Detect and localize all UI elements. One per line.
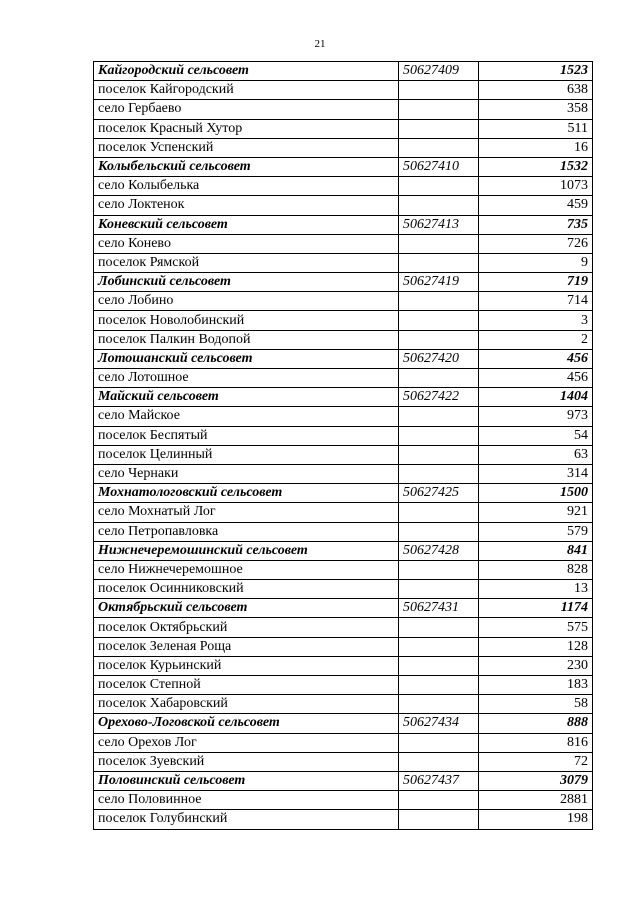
settlement-name-cell: село Нижнечеремошное (94, 560, 399, 579)
population-cell: 575 (479, 618, 593, 637)
table-body (94, 62, 593, 830)
oktmo-code-cell (399, 81, 479, 100)
oktmo-code-cell (399, 311, 479, 330)
settlement-row (94, 330, 593, 349)
council-name-cell: Колыбельский сельсовет (94, 157, 399, 176)
settlement-name-cell: поселок Рямской (94, 253, 399, 272)
population-cell: 54 (479, 426, 593, 445)
oktmo-code-cell: 50627422 (399, 388, 479, 407)
oktmo-code-cell (399, 177, 479, 196)
council-name-cell: Половинский сельсовет (94, 771, 399, 790)
council-row (94, 62, 593, 81)
oktmo-code-cell (399, 330, 479, 349)
settlement-name-cell: поселок Палкин Водопой (94, 330, 399, 349)
oktmo-code-cell (399, 618, 479, 637)
settlement-row (94, 369, 593, 388)
settlement-name-cell: село Чернаки (94, 464, 399, 483)
population-cell: 726 (479, 234, 593, 253)
council-row (94, 541, 593, 560)
oktmo-code-cell (399, 464, 479, 483)
oktmo-code-cell: 50627413 (399, 215, 479, 234)
oktmo-code-cell (399, 522, 479, 541)
oktmo-code-cell (399, 676, 479, 695)
settlement-name-cell: поселок Новолобинский (94, 311, 399, 330)
population-cell: 638 (479, 81, 593, 100)
oktmo-code-cell (399, 637, 479, 656)
council-name-cell: Нижнечеремошинский сельсовет (94, 541, 399, 560)
settlement-name-cell: поселок Целинный (94, 445, 399, 464)
settlement-name-cell: поселок Хабаровский (94, 695, 399, 714)
council-row (94, 349, 593, 368)
council-row (94, 157, 593, 176)
population-cell: 1532 (479, 157, 593, 176)
population-cell: 719 (479, 273, 593, 292)
population-cell: 841 (479, 541, 593, 560)
council-row (94, 771, 593, 790)
oktmo-code-cell (399, 426, 479, 445)
settlement-name-cell: поселок Голубинский (94, 810, 399, 829)
oktmo-code-cell: 50627409 (399, 62, 479, 81)
settlement-name-cell: поселок Красный Хутор (94, 119, 399, 138)
population-cell: 358 (479, 100, 593, 119)
population-cell: 13 (479, 580, 593, 599)
settlement-row (94, 119, 593, 138)
population-cell: 1404 (479, 388, 593, 407)
settlement-row (94, 618, 593, 637)
population-cell: 1500 (479, 484, 593, 503)
population-cell: 128 (479, 637, 593, 656)
oktmo-code-cell (399, 810, 479, 829)
population-cell: 3079 (479, 771, 593, 790)
oktmo-code-cell (399, 138, 479, 157)
council-name-cell: Лотошанский сельсовет (94, 349, 399, 368)
council-name-cell: Октябрьский сельсовет (94, 599, 399, 618)
population-cell: 456 (479, 369, 593, 388)
settlement-name-cell: поселок Степной (94, 676, 399, 695)
settlement-row (94, 733, 593, 752)
oktmo-code-cell: 50627410 (399, 157, 479, 176)
population-cell: 72 (479, 752, 593, 771)
council-name-cell: Орехово-Логовской сельсовет (94, 714, 399, 733)
oktmo-code-cell (399, 196, 479, 215)
settlement-row (94, 676, 593, 695)
settlement-row (94, 503, 593, 522)
population-cell: 816 (479, 733, 593, 752)
settlement-row (94, 695, 593, 714)
settlement-row (94, 791, 593, 810)
oktmo-code-cell: 50627425 (399, 484, 479, 503)
council-name-cell: Майский сельсовет (94, 388, 399, 407)
oktmo-code-cell (399, 234, 479, 253)
population-cell: 16 (479, 138, 593, 157)
settlement-row (94, 560, 593, 579)
settlement-name-cell: поселок Курьинский (94, 656, 399, 675)
settlement-name-cell: село Локтенок (94, 196, 399, 215)
settlement-name-cell: село Колыбелька (94, 177, 399, 196)
population-cell: 921 (479, 503, 593, 522)
council-row (94, 273, 593, 292)
population-cell: 714 (479, 292, 593, 311)
population-cell: 828 (479, 560, 593, 579)
oktmo-code-cell (399, 369, 479, 388)
oktmo-code-cell (399, 253, 479, 272)
settlement-name-cell: поселок Кайгородский (94, 81, 399, 100)
settlement-row (94, 177, 593, 196)
settlement-row (94, 196, 593, 215)
settlement-name-cell: поселок Октябрьский (94, 618, 399, 637)
population-cell: 63 (479, 445, 593, 464)
settlement-row (94, 292, 593, 311)
oktmo-code-cell: 50627419 (399, 273, 479, 292)
council-name-cell: Мохнатологовский сельсовет (94, 484, 399, 503)
settlement-row (94, 656, 593, 675)
settlements-table (93, 61, 593, 830)
page-number: 21 (314, 38, 326, 50)
council-row (94, 599, 593, 618)
oktmo-code-cell: 50627431 (399, 599, 479, 618)
settlement-name-cell: село Майское (94, 407, 399, 426)
settlement-row (94, 81, 593, 100)
oktmo-code-cell: 50627434 (399, 714, 479, 733)
population-cell: 459 (479, 196, 593, 215)
population-cell: 198 (479, 810, 593, 829)
settlement-name-cell: поселок Беспятый (94, 426, 399, 445)
population-cell: 230 (479, 656, 593, 675)
population-cell: 183 (479, 676, 593, 695)
population-cell: 888 (479, 714, 593, 733)
population-cell: 9 (479, 253, 593, 272)
population-cell: 58 (479, 695, 593, 714)
council-row (94, 714, 593, 733)
council-name-cell: Кайгородский сельсовет (94, 62, 399, 81)
council-row (94, 215, 593, 234)
oktmo-code-cell: 50627437 (399, 771, 479, 790)
oktmo-code-cell (399, 445, 479, 464)
settlement-row (94, 464, 593, 483)
settlement-row (94, 445, 593, 464)
council-name-cell: Лобинский сельсовет (94, 273, 399, 292)
settlement-name-cell: село Гербаево (94, 100, 399, 119)
population-cell: 1523 (479, 62, 593, 81)
council-row (94, 388, 593, 407)
settlement-name-cell: село Петропавловка (94, 522, 399, 541)
settlement-row (94, 810, 593, 829)
settlement-row (94, 234, 593, 253)
settlement-row (94, 522, 593, 541)
settlement-row (94, 311, 593, 330)
settlement-name-cell: село Лотошное (94, 369, 399, 388)
settlement-name-cell: село Половинное (94, 791, 399, 810)
population-cell: 735 (479, 215, 593, 234)
council-row (94, 484, 593, 503)
oktmo-code-cell: 50627428 (399, 541, 479, 560)
oktmo-code-cell (399, 407, 479, 426)
settlement-row (94, 637, 593, 656)
oktmo-code-cell (399, 560, 479, 579)
settlement-name-cell: село Конево (94, 234, 399, 253)
settlement-name-cell: село Мохнатый Лог (94, 503, 399, 522)
oktmo-code-cell (399, 752, 479, 771)
oktmo-code-cell (399, 656, 479, 675)
settlement-name-cell: село Лобино (94, 292, 399, 311)
settlement-name-cell: поселок Зуевский (94, 752, 399, 771)
settlement-name-cell: село Орехов Лог (94, 733, 399, 752)
settlement-row (94, 752, 593, 771)
settlement-row (94, 580, 593, 599)
population-cell: 579 (479, 522, 593, 541)
settlement-row (94, 253, 593, 272)
population-cell: 1073 (479, 177, 593, 196)
population-cell: 1174 (479, 599, 593, 618)
population-cell: 456 (479, 349, 593, 368)
oktmo-code-cell (399, 791, 479, 810)
population-cell: 511 (479, 119, 593, 138)
population-cell: 3 (479, 311, 593, 330)
settlement-row (94, 426, 593, 445)
oktmo-code-cell (399, 503, 479, 522)
oktmo-code-cell (399, 695, 479, 714)
population-cell: 2881 (479, 791, 593, 810)
oktmo-code-cell (399, 119, 479, 138)
council-name-cell: Коневский сельсовет (94, 215, 399, 234)
settlement-row (94, 138, 593, 157)
population-cell: 314 (479, 464, 593, 483)
oktmo-code-cell: 50627420 (399, 349, 479, 368)
oktmo-code-cell (399, 100, 479, 119)
oktmo-code-cell (399, 580, 479, 599)
settlement-row (94, 100, 593, 119)
settlement-name-cell: поселок Зеленая Роща (94, 637, 399, 656)
settlement-name-cell: поселок Осинниковский (94, 580, 399, 599)
oktmo-code-cell (399, 733, 479, 752)
oktmo-code-cell (399, 292, 479, 311)
population-cell: 973 (479, 407, 593, 426)
settlement-row (94, 407, 593, 426)
settlement-name-cell: поселок Успенский (94, 138, 399, 157)
population-cell: 2 (479, 330, 593, 349)
